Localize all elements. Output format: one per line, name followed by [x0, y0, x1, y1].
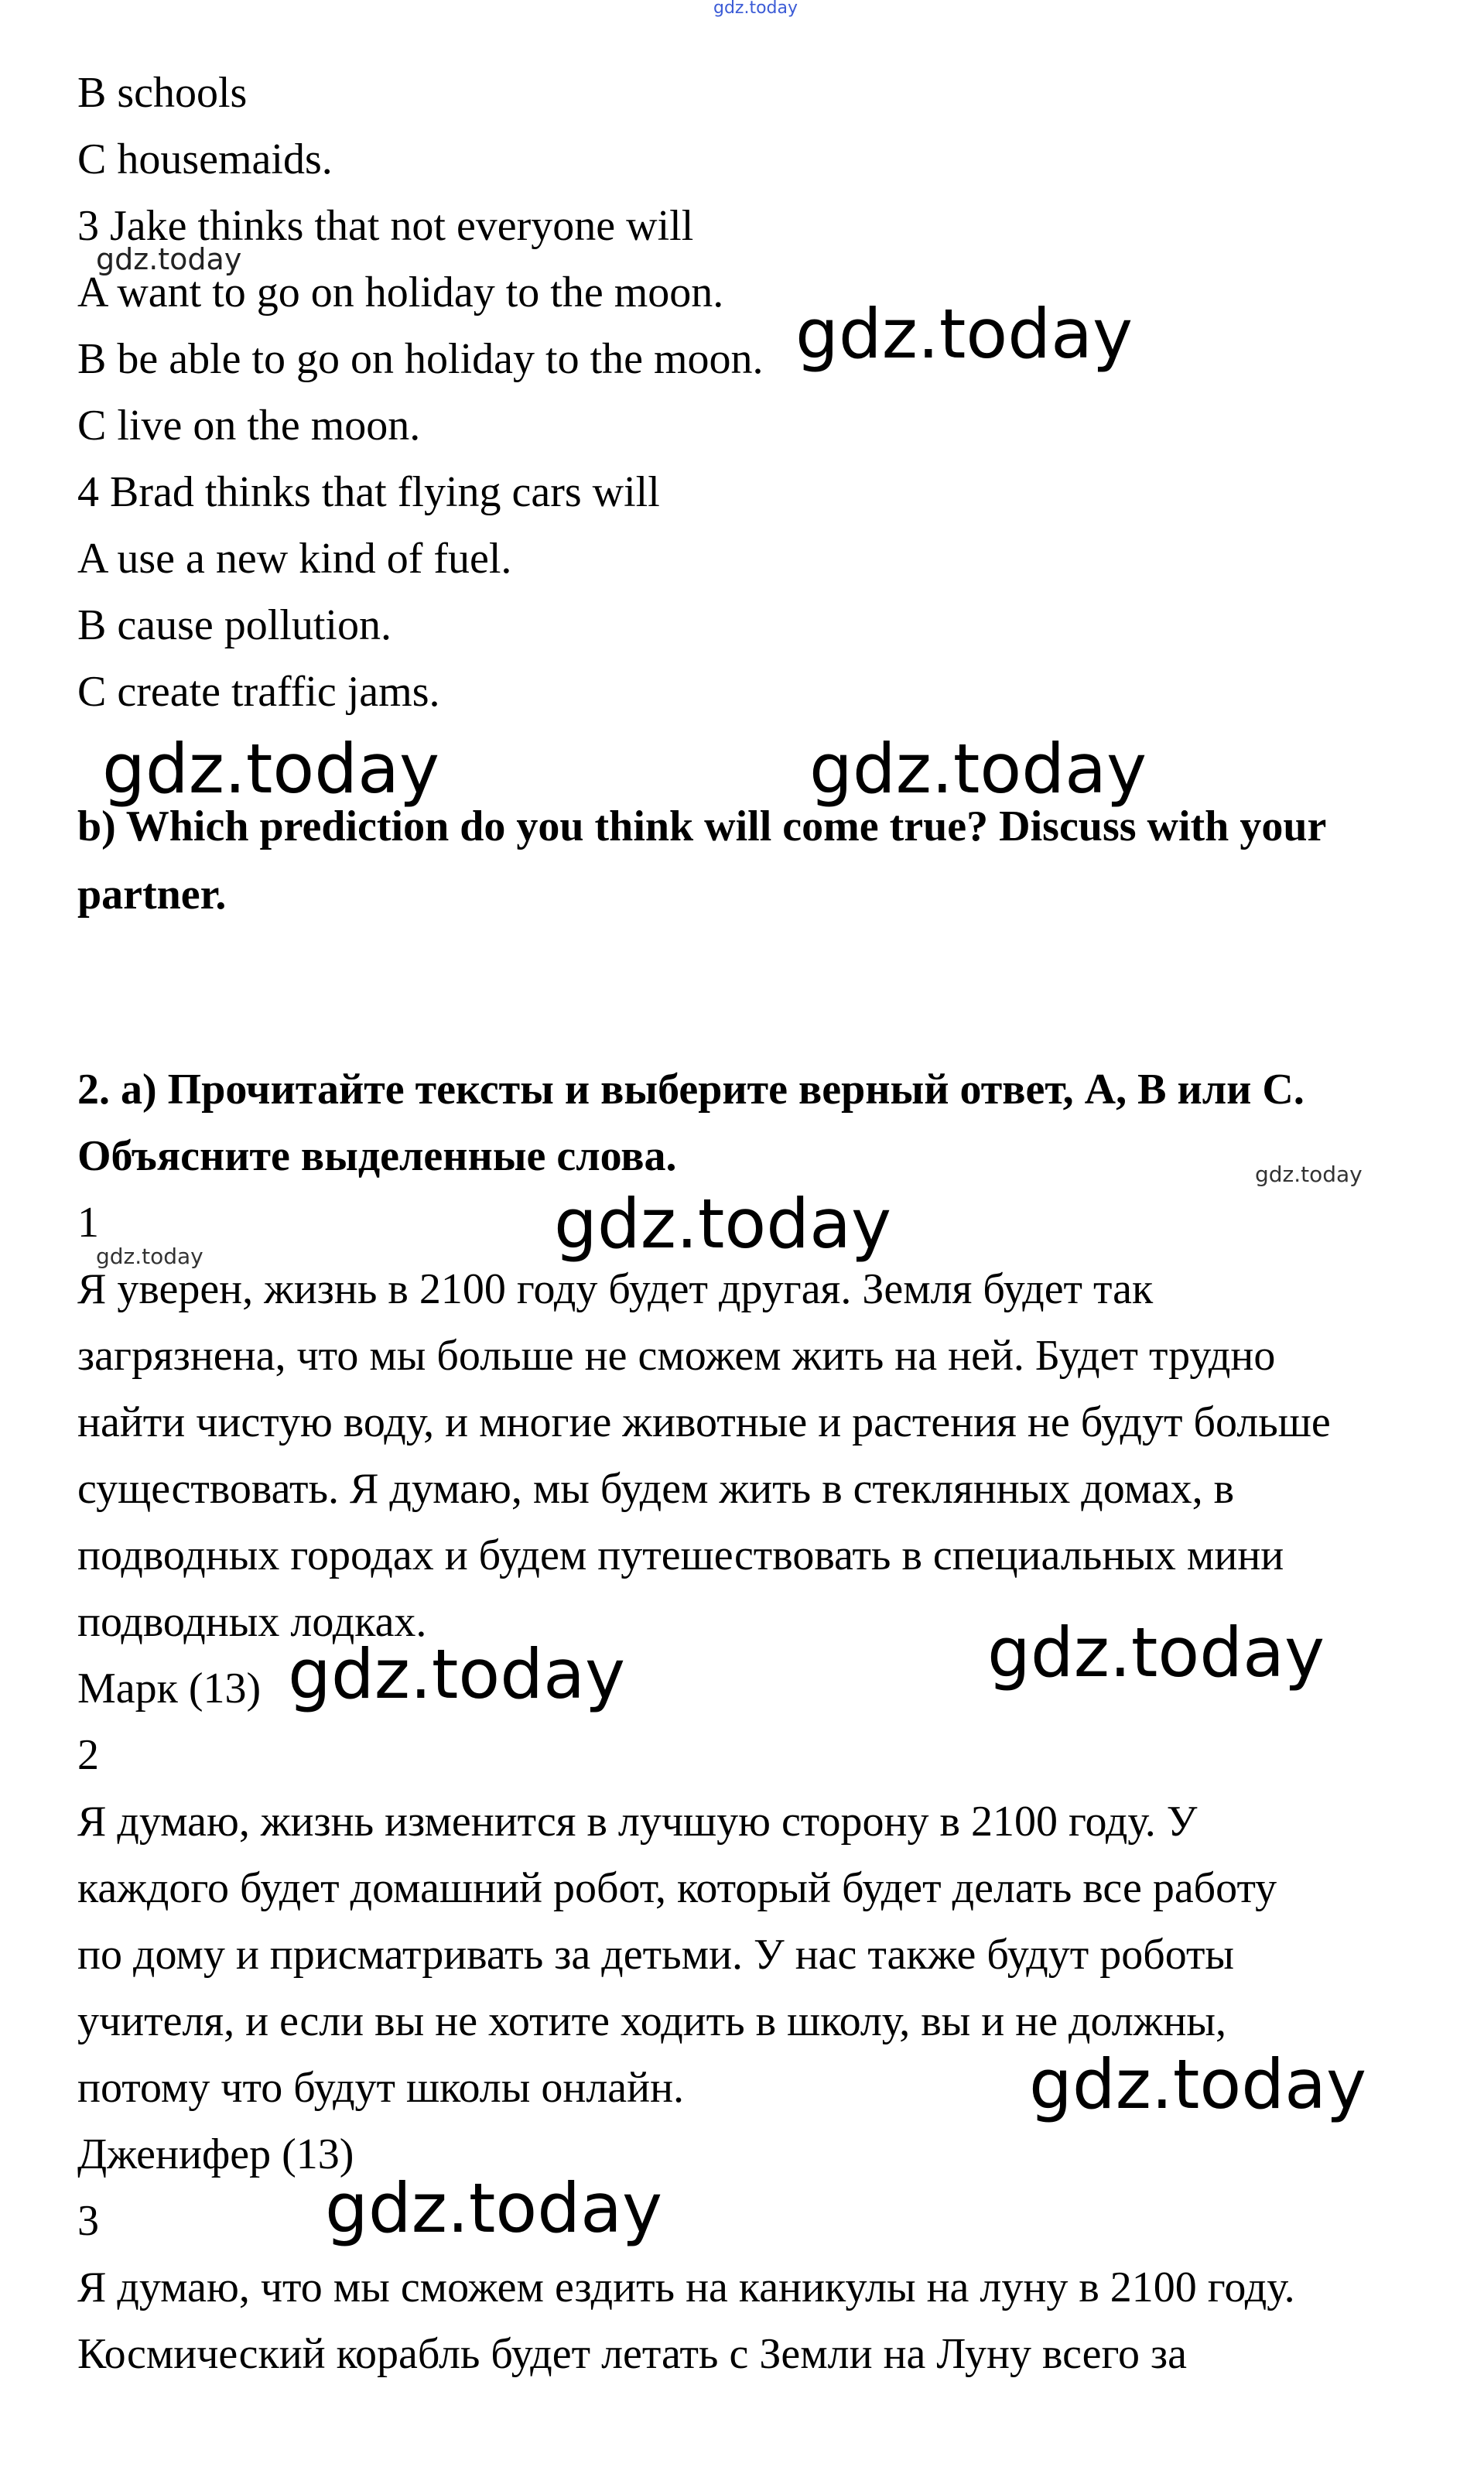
site-mark: gdz.today	[713, 0, 798, 18]
watermark: gdz.today	[325, 2168, 663, 2248]
text-number: 1	[77, 1199, 99, 1247]
watermark: gdz.today	[288, 1634, 626, 1714]
text-line: учителя, и если вы не хотите ходить в школу, вы и не должны,	[77, 1997, 1227, 2045]
option-line: B cause pollution.	[77, 601, 392, 649]
text-line: потому что будут школы онлайн.	[77, 2064, 685, 2112]
part-b-line: partner.	[77, 871, 227, 919]
text-line: Космический корабль будет летать с Земли на Луну всего за	[77, 2330, 1188, 2378]
option-line: B schools	[77, 69, 248, 117]
watermark: gdz.today	[102, 729, 440, 809]
task2-heading: Объясните выделенные слова.	[77, 1132, 677, 1180]
text-line: найти чистую воду, и многие животные и растения не будут больше	[77, 1398, 1331, 1446]
watermark: gdz.today	[96, 1244, 203, 1269]
option-line: A want to go on holiday to the moon.	[77, 269, 724, 317]
option-line: B be able to go on holiday to the moon.	[77, 335, 764, 383]
question-line: 4 Brad thinks that flying cars will	[77, 468, 660, 516]
option-line: C housemaids.	[77, 135, 333, 183]
watermark: gdz.today	[1029, 2044, 1367, 2124]
text-number: 3	[77, 2197, 99, 2245]
question-line: 3 Jake thinks that not everyone will	[77, 202, 694, 250]
text-line: Я думаю, что мы сможем ездить на каникулы на луну в 2100 году.	[77, 2263, 1295, 2311]
watermark: gdz.today	[809, 729, 1147, 809]
option-line: A use a new kind of fuel.	[77, 535, 512, 583]
text-line: Я думаю, жизнь изменится в лучшую сторону в 2100 году. У	[77, 1798, 1198, 1846]
text-line: подводных лодках.	[77, 1598, 427, 1646]
text-number: 2	[77, 1731, 99, 1779]
option-line: C live on the moon.	[77, 402, 421, 450]
watermark: gdz.today	[96, 242, 242, 276]
watermark: gdz.today	[987, 1613, 1325, 1692]
option-line: C create traffic jams.	[77, 668, 440, 716]
text-author: Дженифер (13)	[77, 2130, 354, 2178]
text-line: по дому и присматривать за детьми. У нас также будут роботы	[77, 1931, 1235, 1979]
watermark: gdz.today	[554, 1184, 892, 1264]
text-line: загрязнена, что мы больше не сможем жить на ней. Будет трудно	[77, 1332, 1276, 1380]
part-b-line: b) Which prediction do you think will come true? Discuss with your	[77, 802, 1327, 850]
task2-heading: 2. а) Прочитайте тексты и выберите верный ответ, А, В или С.	[77, 1066, 1304, 1114]
watermark: gdz.today	[795, 294, 1134, 374]
text-line: существовать. Я думаю, мы будем жить в стеклянных домах, в	[77, 1465, 1235, 1513]
text-line: Я уверен, жизнь в 2100 году будет другая. Земля будет так	[77, 1265, 1154, 1313]
text-author: Марк (13)	[77, 1665, 262, 1713]
text-line: каждого будет домашний робот, который будет делать все работу	[77, 1864, 1277, 1912]
text-line: подводных городах и будем путешествовать в специальных мини	[77, 1531, 1284, 1579]
watermark: gdz.today	[1255, 1162, 1363, 1187]
